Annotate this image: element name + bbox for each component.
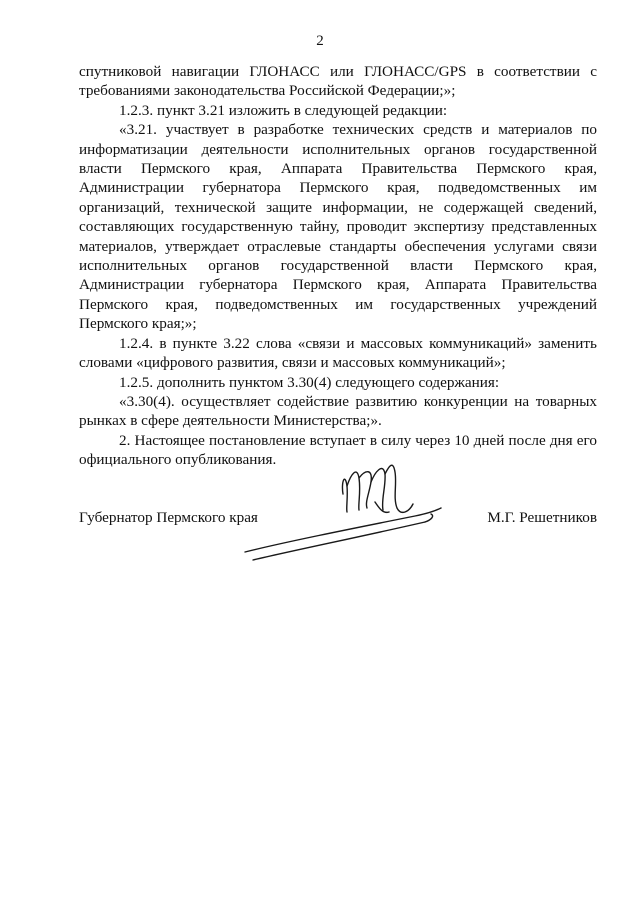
paragraph-2: 2. Настоящее постановление вступает в силу через 10 дней после дня его официального опубликования.	[79, 431, 597, 469]
signatory-name: М.Г. Решетников	[487, 509, 597, 526]
paragraph-1-2-4: 1.2.4. в пункте 3.22 слова «связи и массовых коммуникаций» заменить словами «цифрового развития, связи и массовых коммуникаций»;	[79, 334, 597, 372]
signatory-position: Губернатор Пермского края	[79, 509, 258, 526]
paragraph-1-2-5: 1.2.5. дополнить пунктом 3.30(4) следующего содержания:	[119, 373, 500, 391]
handwritten-signature	[225, 452, 475, 572]
paragraph-1-2-3: 1.2.3. пункт 3.21 изложить в следующей редакции:	[119, 101, 448, 119]
paragraph-3-30-4: «3.30(4). осуществляет содействие развитию конкуренции на товарных рынках в сфере деятельности Министерства;».	[79, 392, 597, 430]
paragraph-3-21: «3.21. участвует в разработке технических средств и материалов по информатизации деятельности исполнительных органов государственной власти Пермского края, Аппарата Правительства Пермского края, Администрации губернатора Пермского края, подведомственных им организаций, технической защите информации, не содержащей сведений, составляющих государственную тайну, проводит экспертизу представленных материалов, утверждает отраслевые стандарты обеспечения услугами связи исполнительных органов государственной власти Пермского края, Администрации губернатора Пермского края, Аппарата Правительства Пермского края, подведомственных им государственных учреждений Пермского края;»;	[79, 121, 597, 333]
document-body	[79, 62, 597, 470]
page-number: 2	[316, 33, 324, 49]
paragraph-continuation: спутниковой навигации ГЛОНАСС или ГЛОНАСС/GPS в соответствии с требованиями законодательства Российской Федерации;»;	[79, 63, 597, 100]
